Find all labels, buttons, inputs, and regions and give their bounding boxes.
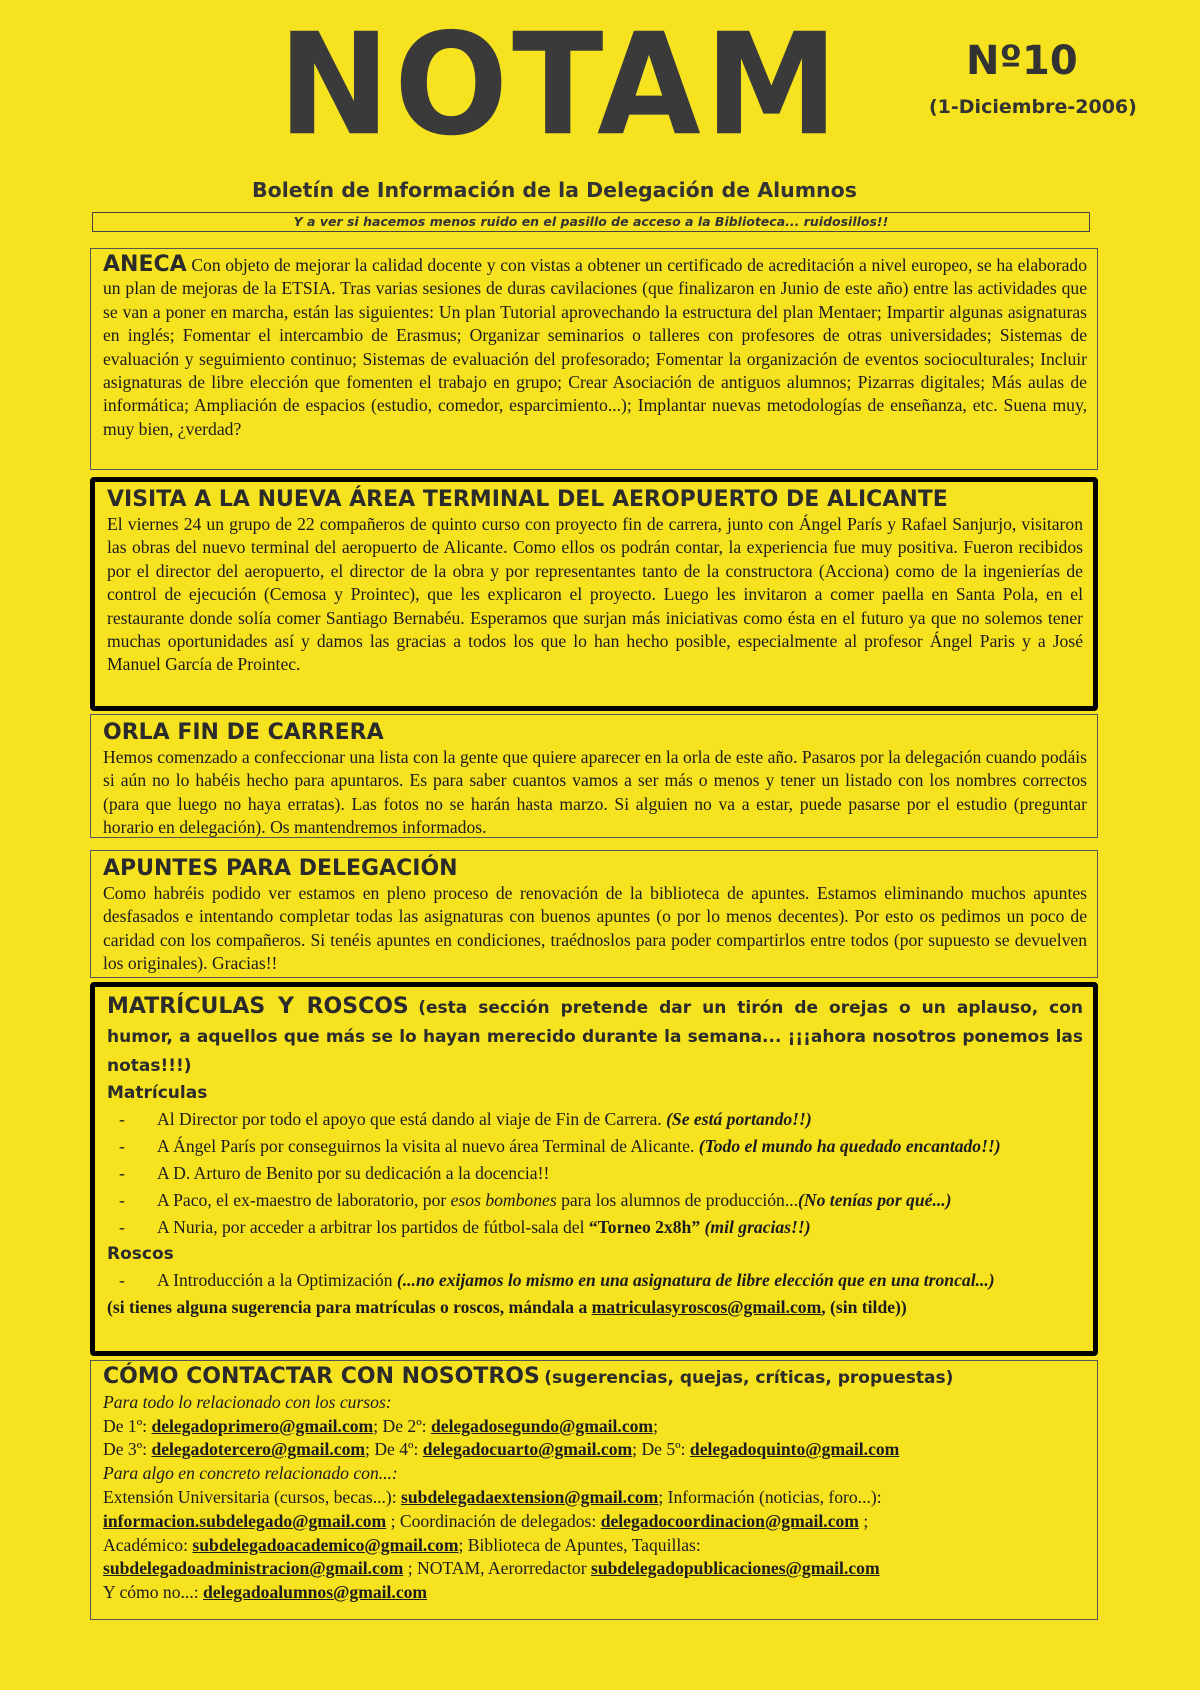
orla-heading: ORLA FIN DE CARRERA xyxy=(103,720,384,745)
contacto-heading: CÓMO CONTACTAR CON NOSOTROS xyxy=(103,1364,540,1389)
visita-section xyxy=(90,477,1098,711)
newsletter-title: NOTAM xyxy=(278,3,843,167)
list-item xyxy=(107,1133,1083,1160)
item-text: Al Director por todo el apoyo que está dando al viaje de Fin de Carrera. xyxy=(157,1109,667,1129)
contact-line xyxy=(103,1557,1087,1581)
contact-label: ; Coordinación de delegados: xyxy=(386,1510,601,1531)
email-link[interactable]: subdelegadopublicaciones@gmail.com xyxy=(591,1558,880,1579)
email-link[interactable]: delegadotercero@gmail.com xyxy=(151,1439,366,1460)
item-note: (Se está portando!!) xyxy=(666,1109,812,1129)
email-link[interactable]: subdelegadaextension@gmail.com xyxy=(401,1486,659,1507)
contact-label: ; De 5º: xyxy=(632,1439,690,1460)
item-note: (...no exijamos lo mismo en una asignatura de libre elección que en una troncal...) xyxy=(396,1270,995,1290)
email-link[interactable]: informacion.subdelegado@gmail.com xyxy=(103,1510,387,1531)
item-text: A Nuria, por acceder a arbitrar los partidos de fútbol-sala del xyxy=(157,1217,589,1237)
contact-label: ; NOTAM, Aerorredactor xyxy=(403,1558,591,1579)
email-link[interactable]: subdelegadoacademico@gmail.com xyxy=(192,1534,459,1555)
contact-label: Extensión Universitaria (cursos, becas...): xyxy=(103,1486,402,1507)
orla-body: Hemos comenzado a confeccionar una lista con la gente que quiere aparecer en la orla de este año. Pasaros por la delegación cuando podáis si aún no lo habéis hecho para apuntaros. Es para saber cuantos vamos a ser más o menos y tener un listado con los nombres correctos (para que luego no haya erratas). Las fotos no se harán hasta marzo. Si alguien no va a estar, puede pasarse por el estudio (preguntar horario en delegación). Os mantendremos informados. xyxy=(103,747,1087,838)
matriculas-heading: MATRÍCULAS Y ROSCOS xyxy=(107,994,409,1019)
contacto-header xyxy=(103,1365,1087,1391)
apuntes-body: Como habréis podido ver estamos en pleno proceso de renovación de la biblioteca de apuntes. Estamos eliminando muchos apuntes desfasados e intentando completar todas las asignaturas con buenos apuntes (o por lo menos decentes). Por esto os pedimos un poco de caridad con los compañeros. Si tenéis apuntes en condiciones, traédnoslos para poder compartirlos entre todos (por supuesto se devuelven los originales). Gracias!! xyxy=(103,883,1087,974)
visita-heading: VISITA A LA NUEVA ÁREA TERMINAL DEL AEROPUERTO DE ALICANTE xyxy=(107,487,948,512)
list-item xyxy=(107,1187,1083,1214)
item-text: A D. Arturo de Benito por su dedicación a la docencia!! xyxy=(157,1163,550,1183)
contact-label: ; xyxy=(858,1510,869,1531)
list-item xyxy=(107,1160,1083,1187)
contact-label: ; Biblioteca de Apuntes, Taquillas: xyxy=(458,1534,701,1555)
contact-line xyxy=(103,1534,1087,1558)
contacto-section xyxy=(90,1360,1098,1620)
aneca-section xyxy=(90,248,1098,470)
contact-label: ; xyxy=(653,1415,658,1436)
contact-label: De 3º: xyxy=(103,1439,152,1460)
item-text: para los alumnos de producción... xyxy=(556,1190,799,1210)
apuntes-heading: APUNTES PARA DELEGACIÓN xyxy=(103,856,458,881)
item-text: A Introducción a la Optimización xyxy=(157,1270,397,1290)
issue-date: (1-Diciembre-2006) xyxy=(929,96,1137,118)
item-emphasis: “Torneo 2x8h” xyxy=(588,1217,701,1237)
email-link[interactable]: delegadocuarto@gmail.com xyxy=(422,1439,633,1460)
contact-label: Académico: xyxy=(103,1534,193,1555)
aneca-heading: ANECA xyxy=(103,252,187,277)
list-item xyxy=(107,1267,1083,1294)
concreto-label: Para algo en concreto relacionado con...: xyxy=(103,1463,398,1484)
issue-number: Nº10 xyxy=(966,38,1078,84)
email-link[interactable]: matriculasyroscos@gmail.com xyxy=(591,1297,822,1317)
matriculas-footer xyxy=(107,1294,1083,1321)
visita-body: El viernes 24 un grupo de 22 compañeros de quinto curso con proyecto fin de carrera, junto con Ángel París y Rafael Sanjurjo, visitaron las obras del nuevo terminal del aeropuerto de Alicante. Como ellos os podrán contar, la experiencia fue muy positiva. Fueron recibidos por el director del aeropuerto, el director de la obra y por representantes tanto de la constructora (Acciona) como de la ingenierías de control de ejecución (Cemosa y Prointec), que les explicaron el proyecto. Luego les invitaron a comer paella en Santa Pola, en el restaurante donde solía comer Santiago Bernabéu. Esperamos que surjan más iniciativas como ésta en el futuro ya que no solemos tener muchas oportunidades así y damos las gracias a todos los que lo han hecho posible, especialmente al profesor Ángel Paris y a José Manuel García de Prointec. xyxy=(107,514,1083,675)
footer-text: , (sin tilde)) xyxy=(821,1297,907,1317)
contact-label: ; De 4º: xyxy=(365,1439,423,1460)
item-note: (No tenías por qué...) xyxy=(798,1190,952,1210)
item-text: A Paco, el ex-maestro de laboratorio, por xyxy=(157,1190,451,1210)
list-item xyxy=(107,1214,1083,1241)
matriculas-section xyxy=(90,982,1098,1356)
contact-line xyxy=(103,1510,1087,1534)
footer-text: (si tienes alguna sugerencia para matrículas o roscos, mándala a xyxy=(107,1297,592,1317)
roscos-label: Roscos xyxy=(107,1244,174,1264)
aneca-body: Con objeto de mejorar la calidad docente y con vistas a obtener un certificado de acreditación a nivel europeo, se ha elaborado un plan de mejoras de la ETSIA. Tras varias sesiones de duras cavilaciones (que finalizaron en Junio de este año) entre las actividades que se van a poner en marcha, están las siguientes: Un plan Tutorial aprovechando la estructura del plan Mentaer; Impartir algunas asignaturas en inglés; Fomentar el intercambio de Erasmus; Organizar seminarios o talleres con profesores de otras universidades; Sistemas de evaluación y seguimiento continuo; Sistemas de evaluación del profesorado; Fomentar la organización de eventos socioculturales; Incluir asignaturas de libre elección que fomenten el trabajo en grupo; Crear Asociación de antiguos alumnos; Pizarras digitales; Más aulas de informática; Ampliación de espacios (estudio, comedor, esparcimiento...); Implantar nuevas metodologías de enseñanza, etc. Suena muy, muy bien, ¿verdad? xyxy=(103,255,1087,439)
email-link[interactable]: delegadosegundo@gmail.com xyxy=(430,1415,654,1436)
matriculas-intro: (esta sección pretende dar un tirón de orejas o un aplauso, con humor, a aquellos que más se lo hayan merecido durante la semana... ¡¡¡ahora nosotros ponemos las notas!!!) xyxy=(107,998,1083,1076)
email-link[interactable]: delegadocoordinacion@gmail.com xyxy=(600,1510,859,1531)
item-text: A Ángel París por conseguirnos la visita al nuevo área Terminal de Alicante. xyxy=(157,1136,699,1156)
list-item xyxy=(107,1106,1083,1133)
contact-line xyxy=(103,1415,1087,1439)
matriculas-header xyxy=(107,993,1083,1080)
item-emphasis: esos bombones xyxy=(450,1190,557,1210)
email-link[interactable]: subdelegadoadministracion@gmail.com xyxy=(103,1558,404,1579)
newsletter-subtitle: Boletín de Información de la Delegación de Alumnos xyxy=(252,178,857,202)
item-note: (Todo el mundo ha quedado encantado!!) xyxy=(698,1136,1001,1156)
matriculas-label: Matrículas xyxy=(107,1083,208,1103)
contacto-heading-sub: (sugerencias, quejas, críticas, propuestas) xyxy=(544,1368,954,1388)
contact-label: De 1º: xyxy=(103,1415,152,1436)
email-link[interactable]: delegadoalumnos@gmail.com xyxy=(203,1582,428,1603)
contact-label: Y cómo no...: xyxy=(103,1582,204,1603)
contact-line xyxy=(103,1581,1087,1605)
email-link[interactable]: delegadoquinto@gmail.com xyxy=(689,1439,900,1460)
contact-label: ; De 2º: xyxy=(373,1415,431,1436)
tagline-banner: Y a ver si hacemos menos ruido en el pasillo de acceso a la Biblioteca... ruidosillos!! xyxy=(92,212,1090,232)
email-link[interactable]: delegadoprimero@gmail.com xyxy=(151,1415,374,1436)
cursos-label: Para todo lo relacionado con los cursos: xyxy=(103,1391,392,1412)
item-note: (mil gracias!!) xyxy=(700,1217,811,1237)
contact-label: ; Información (noticias, foro...): xyxy=(658,1486,882,1507)
contact-line xyxy=(103,1486,1087,1510)
orla-section xyxy=(90,714,1098,838)
apuntes-section xyxy=(90,850,1098,978)
contact-line xyxy=(103,1438,1087,1462)
